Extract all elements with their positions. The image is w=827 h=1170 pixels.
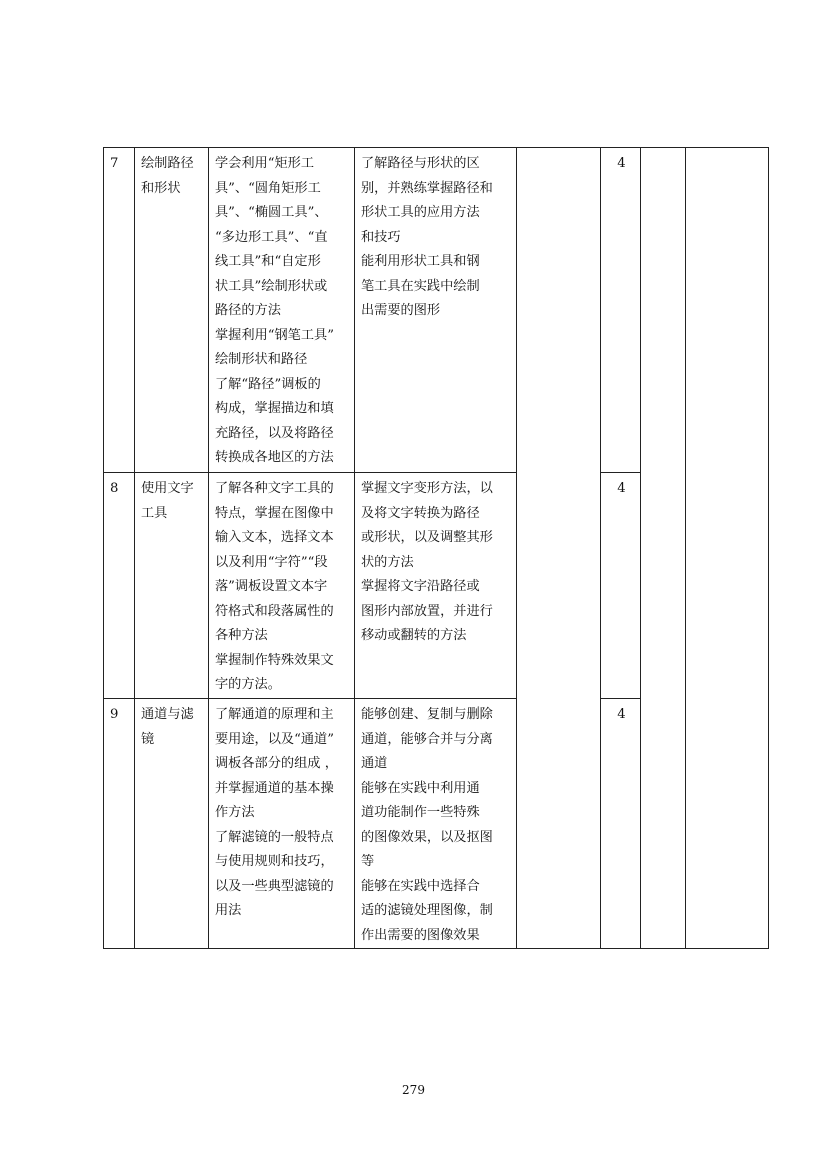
row-number: 7 (104, 148, 135, 473)
requirements-cell: 掌握文字变形方法，以 及将文字转换为路径 或形状，以及调整其形 状的方法 掌握将文字沿路径或 图形内部放置，并进行 移动或翻转的方法 (355, 473, 517, 699)
hours-cell: 4 (601, 699, 641, 949)
table-row (104, 148, 769, 473)
content-cell: 学会利用“矩形工 具”、“圆角矩形工 具”、“椭圆工具”、 “多边形工具”、“直 线工具”和“自定形 状工具”绘制形状或 路径的方法 掌握利用“钢笔工具” 绘制形状和路径 了解“路径”调板的 构成，掌握描边和填 充路径，以及将路径 转换成各地区的方法 (209, 148, 355, 473)
hours-cell: 4 (601, 473, 641, 699)
content-cell: 了解通道的原理和主 要用途，以及“通道” 调板各部分的组成 ， 并掌握通道的基本操 作方法 了解滤镜的一般特点 与使用规则和技巧， 以及一些典型滤镜的 用法 (209, 699, 355, 949)
empty-cell (641, 148, 686, 949)
content-cell: 了解各种文字工具的 特点，掌握在图像中 输入文本，选择文本 以及利用“字符”“段 落”调板设置文本字 符格式和段落属性的 各种方法 掌握制作特殊效果文 字的方法。 (209, 473, 355, 699)
page-number: 279 (402, 1083, 425, 1097)
hours-cell: 4 (601, 148, 641, 473)
row-number: 8 (104, 473, 135, 699)
requirements-cell: 了解路径与形状的区 别，并熟练掌握路径和 形状工具的应用方法 和技巧 能利用形状工具和钢 笔工具在实践中绘制 出需要的图形 (355, 148, 517, 473)
empty-cell (686, 148, 769, 949)
topic-cell: 绘制路径 和形状 (135, 148, 209, 473)
topic-cell: 使用文字 工具 (135, 473, 209, 699)
syllabus-table (103, 147, 769, 949)
topic-cell: 通道与滤 镜 (135, 699, 209, 949)
row-number: 9 (104, 699, 135, 949)
empty-cell (517, 148, 601, 949)
requirements-cell: 能够创建、复制与删除 通道，能够合并与分离 通道 能够在实践中利用通 道功能制作一些特殊 的图像效果，以及抠图 等 能够在实践中选择合 适的滤镜处理图像，制 作出需要的图像效果 (355, 699, 517, 949)
